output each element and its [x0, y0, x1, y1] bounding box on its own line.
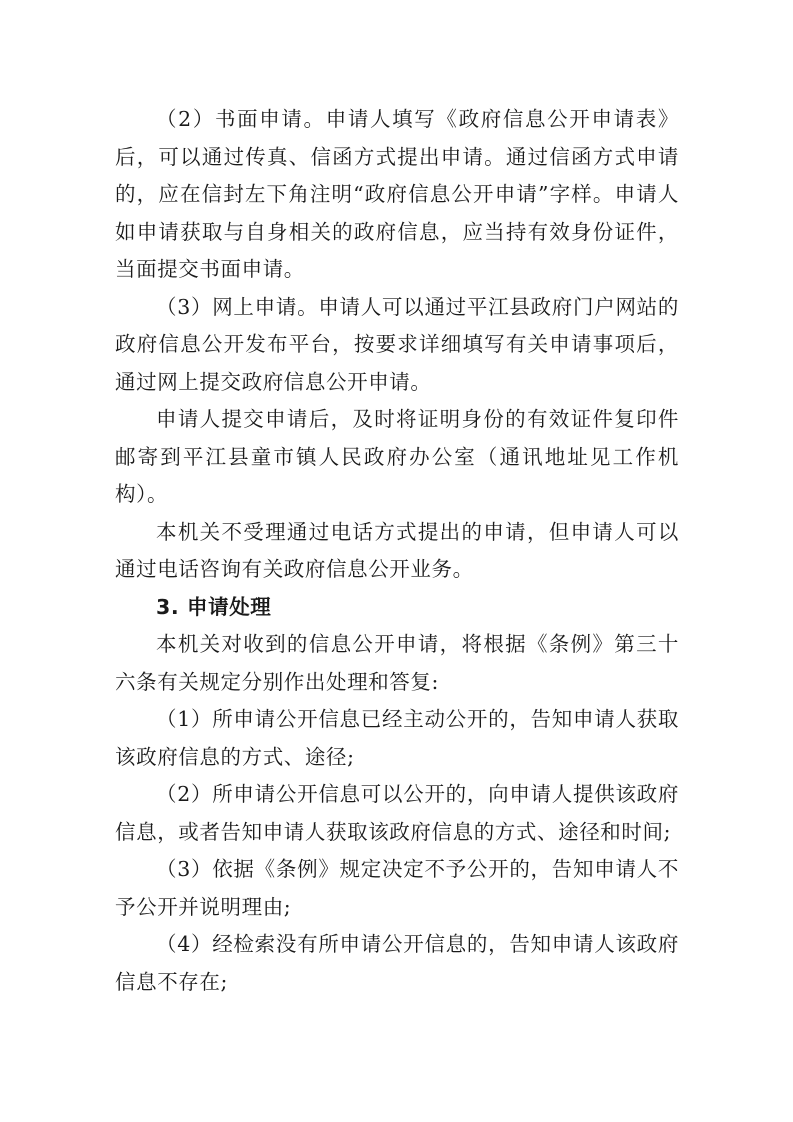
- paragraph-processing-item-3: （3）依据《条例》规定决定不予公开的，告知申请人不予公开并说明理由;: [115, 857, 679, 919]
- paragraph-phone-inquiry: 本机关不受理通过电话方式提出的申请，但申请人可以通过电话咨询有关政府信息公开业务。: [115, 519, 679, 581]
- paragraph-online-application: （3）网上申请。申请人可以通过平江县政府门户网站的政府信息公开发布平台，按要求详细填写有关申请事项后，通过网上提交政府信息公开申请。: [115, 294, 679, 394]
- paragraph-processing-intro: 本机关对收到的信息公开申请，将根据《条例》第三十六条有关规定分别作出处理和答复:: [115, 632, 679, 694]
- paragraph-processing-item-4: （4）经检索没有所申请公开信息的，告知申请人该政府信息不存在;: [115, 932, 679, 994]
- section-heading: 3. 申请处理: [156, 594, 272, 619]
- paragraph-submit-id-copy: 申请人提交申请后，及时将证明身份的有效证件复印件邮寄到平江县童市镇人民政府办公室（通讯地址见工作机构）。: [115, 407, 679, 506]
- paragraph-processing-item-2: （2）所申请公开信息可以公开的，向申请人提供该政府信息，或者告知申请人获取该政府信息的方式、途径和时间;: [115, 782, 679, 844]
- paragraph-processing-item-1: （1）所申请公开信息已经主动公开的，告知申请人获取该政府信息的方式、途径;: [115, 707, 679, 769]
- paragraph-written-application: （2）书面申请。申请人填写《政府信息公开申请表》后，可以通过传真、信函方式提出申请。通过信函方式申请的，应在信封左下角注明“政府信息公开申请”字样。申请人如申请获取与自身相关的政府信息，应当持有效身份证件，当面提交书面申请。: [115, 107, 679, 281]
- document-body: [115, 101, 679, 1001]
